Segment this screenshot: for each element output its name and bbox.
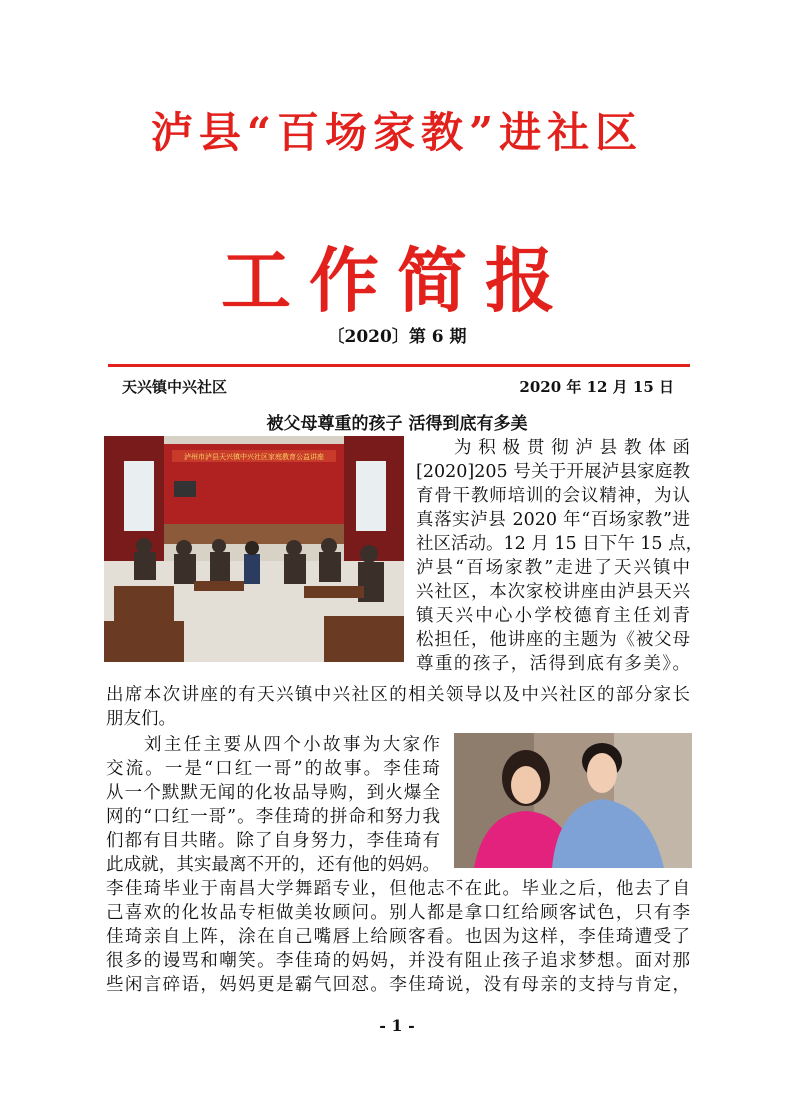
lecture-photo [104, 436, 404, 662]
article-line: 网的“口红一哥”。李佳琦的拼命和努力我 [106, 807, 440, 827]
article-line: 育骨干教师培训的会议精神，为认 [416, 486, 690, 506]
page-number: - 1 - [379, 1016, 415, 1035]
article-line: 兴社区，本次家校讲座由泸县天兴 [416, 582, 690, 602]
article-line: 松担任，他讲座的主题为《被父母 [416, 630, 690, 650]
report-series-title: 泸县“百场家教”进社区 [150, 108, 644, 157]
article-line: 此成就，其实最离不开的，还有他的妈妈。 [106, 855, 440, 875]
article-line: 些闲言碎语，妈妈更是霸气回怼。李佳琦说，没有母亲的支持与肯定， [106, 975, 690, 995]
article-line: 交流。一是“口红一哥”的故事。李佳琦 [106, 759, 440, 779]
article-line: 己喜欢的化妆品专柜做美妆顾问。别人都是拿口红给顾客试色，只有李 [106, 903, 690, 923]
article-line: 们都有目共睹。除了自身努力，李佳琦有 [106, 831, 440, 851]
article-line: [2020]205 号关于开展泸县家庭教 [416, 462, 690, 482]
report-date: 2020 年 12 月 15 日 [519, 378, 674, 396]
article-line: 镇天兴中心小学校德育主任刘青 [416, 606, 690, 626]
stage-banner-text: 泸州市泸县天兴镇中兴社区家庭教育公益讲座 [184, 453, 324, 461]
issue-number: 〔2020〕第 6 期 [327, 327, 467, 347]
portrait-photo [454, 733, 692, 868]
article-line: 泸县“百场家教”走进了天兴镇中 [416, 558, 690, 578]
article-line: 从一个默默无闻的化妆品导购，到火爆全 [106, 783, 440, 803]
article-line: 佳琦亲自上阵，涂在自己嘴唇上给顾客看。也因为这样，李佳琦遭受了 [106, 927, 690, 947]
article-line: 李佳琦毕业于南昌大学舞蹈专业，但他志不在此。毕业之后，他去了自 [106, 879, 690, 899]
article-line: 朋友们。 [106, 709, 176, 729]
article-line: 真落实泸县 2020 年“百场家教”进 [416, 510, 690, 530]
article-headline: 被父母尊重的孩子 活得到底有多美 [266, 414, 528, 434]
article-line: 社区活动。12 月 15 日下午 15 点， [416, 534, 704, 554]
header-divider [108, 364, 690, 367]
article-line: 尊重的孩子，活得到底有多美》。 [416, 654, 690, 674]
article-line: 很多的谩骂和嘲笑。李佳琦的妈妈，并没有阻止孩子追求梦想。面对那 [106, 951, 690, 971]
location-label: 天兴镇中兴社区 [122, 378, 228, 396]
report-main-title: 工作简报 [221, 240, 573, 322]
article-line: 为积极贯彻泸县教体函 [454, 438, 690, 458]
article-line: 刘主任主要从四个小故事为大家作 [144, 735, 440, 755]
article-line: 出席本次讲座的有天兴镇中兴社区的相关领导以及中兴社区的部分家长 [106, 685, 690, 705]
